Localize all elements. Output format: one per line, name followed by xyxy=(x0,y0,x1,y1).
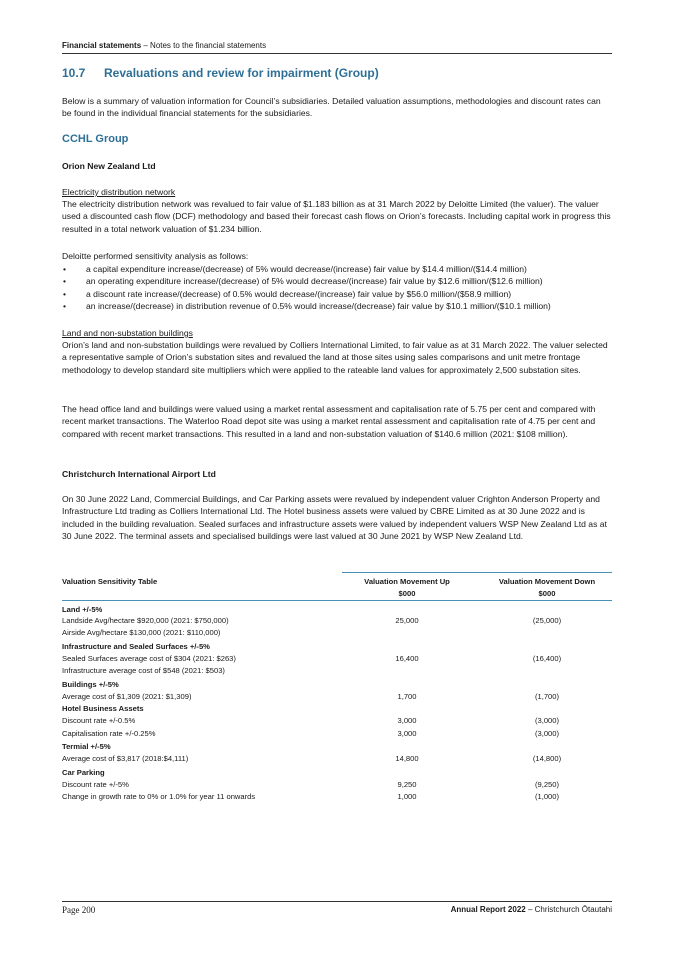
table-cell-up: 25,000 xyxy=(395,616,419,625)
list-item: • a capital expenditure increase/(decrease) of 5% would decrease/(increase) fair value by $14.4 million/($14.4 million) xyxy=(62,263,612,275)
running-header xyxy=(62,41,612,50)
table-row-label: Landside Avg/hectare $920,000 (2021: $750,000) xyxy=(62,616,229,625)
edn-heading: Electricity distribution network xyxy=(62,187,176,197)
table-cell-down: (1,700) xyxy=(534,692,560,701)
table-cell-up: 1,700 xyxy=(397,692,417,701)
airport-heading: Christchurch International Airport Ltd xyxy=(62,469,216,479)
table-cell-up: 9,250 xyxy=(397,780,417,789)
table-row-label: Termial +/-5% xyxy=(62,742,111,751)
sensitivity-intro: Deloitte performed sensitivity analysis as follows: xyxy=(62,251,249,261)
orion-heading: Orion New Zealand Ltd xyxy=(62,161,156,171)
header-rule xyxy=(62,53,612,54)
table-row-label: Average cost of $3,817 (2018:$4,111) xyxy=(62,754,189,763)
table-cell-down: (25,000) xyxy=(532,616,562,625)
table-cell-down: (3,000) xyxy=(534,729,560,738)
table-row-label: Buildings +/-5% xyxy=(62,680,119,689)
page-number: Page 200 xyxy=(62,905,96,915)
table-top-rule xyxy=(342,572,612,573)
table-title: Valuation Sensitivity Table xyxy=(62,577,158,586)
col-unit-down: $000 xyxy=(538,589,556,598)
table-row-label: Change in growth rate to 0% or 1.0% for year 11 onwards xyxy=(62,792,256,801)
table-row-label: Infrastructure average cost of $548 (2021: $503) xyxy=(62,666,225,675)
airport-paragraph: On 30 June 2022 Land, Commercial Buildings, and Car Parking assets were revalued by independent valuer Crighton Anderson Property and Infrastructure Ltd trading as Colliers International Ltd. The Hotel business assets were valued by CBRE Limited as at 30 June 2022 and is included in the building revaluation. Sealed surfaces and infrastructure assets were valued by independent valuers WSP New Zealand Ltd as at 30 June 2022. The terminal assets and specialised buildings were last valued at 30 June 2021 by WSP New Zealand Ltd. xyxy=(62,494,607,542)
table-row-label: Airside Avg/hectare $130,000 (2021: $110,000) xyxy=(62,628,221,637)
list-item: • an operating expenditure increase/(decrease) of 5% would decrease/(increase) fair value by $12.6 million/($12.6 million) xyxy=(62,275,612,287)
table-cell-down: (9,250) xyxy=(534,780,560,789)
edn-paragraph: The electricity distribution network was revalued to fair value of $1.183 billion as at 31 March 2022 by Deloitte Limited (the valuer). The valuer used a discounted cash flow (DCF) methodology and based their forecast cash flows on Orion’s forecasts. Including capital work in progress this resulted in a total network valuation of $1.234 billion. xyxy=(62,199,611,234)
table-header-rule xyxy=(62,600,612,601)
table-cell-up: 3,000 xyxy=(397,729,417,738)
sensitivity-list xyxy=(62,263,612,313)
running-header-bold: Financial statements xyxy=(62,41,142,50)
section-title: Revaluations and review for impairment (Group) xyxy=(104,66,379,80)
table-row-label: Average cost of $1,309 (2021: $1,309) xyxy=(62,692,192,701)
table-row-label: Car Parking xyxy=(62,768,105,777)
intro-paragraph: Below is a summary of valuation information for Council’s subsidiaries. Detailed valuation assumptions, methodologies and discount rates can be found in the individual financial statements for the subsidiaries. xyxy=(62,96,601,119)
table-cell-up: 3,000 xyxy=(397,716,417,725)
footer-report xyxy=(451,905,612,914)
table-cell-down: (14,800) xyxy=(532,754,562,763)
col-unit-up: $000 xyxy=(398,589,416,598)
section-heading xyxy=(62,66,379,80)
col-header-up: Valuation Movement Up xyxy=(364,577,450,586)
table-cell-up: 14,800 xyxy=(395,754,419,763)
footer-report-rest: – Christchurch Ōtautahi xyxy=(525,905,612,914)
head-office-paragraph: The head office land and buildings were valued using a market rental assessment and capitalisation rate of 5.75 per cent and compared with recent market transactions. The Waterloo Road depot site was using a market rental assessment and capitalisation rate of 4.75 per cent and compared with recent market transactions. This resulted in a land and non-substation valuation of $140.6 million (2021: $108 million). xyxy=(62,404,596,439)
table-cell-up: 1,000 xyxy=(397,792,417,801)
table-row-label: Discount rate +/-0.5% xyxy=(62,716,136,725)
table-row-label: Capitalisation rate +/-0.25% xyxy=(62,729,156,738)
footer-rule xyxy=(62,901,612,902)
table-cell-down: (3,000) xyxy=(534,716,560,725)
list-item: • an increase/(decrease) in distribution revenue of 0.5% would increase/(decrease) fair value by $10.1 million/($10.1 million) xyxy=(62,300,612,312)
list-item: • a discount rate increase/(decrease) of 0.5% would decrease/(increase) fair value by $56.0 million/($58.9 million) xyxy=(62,288,612,300)
table-row-label: Discount rate +/-5% xyxy=(62,780,129,789)
ccl-heading: CCHL Group xyxy=(62,133,129,145)
running-header-rest: – Notes to the financial statements xyxy=(141,41,267,50)
section-number: 10.7 xyxy=(62,66,86,80)
land-heading: Land and non-substation buildings xyxy=(62,328,193,338)
table-row-label: Infrastructure and Sealed Surfaces +/-5% xyxy=(62,642,210,651)
table-row-label: Sealed Surfaces average cost of $304 (2021: $263) xyxy=(62,654,236,663)
table-cell-down: (16,400) xyxy=(532,654,562,663)
table-row-label: Hotel Business Assets xyxy=(62,704,144,713)
table-row-label: Land +/-5% xyxy=(62,605,103,614)
table-cell-up: 16,400 xyxy=(395,654,419,663)
col-header-down: Valuation Movement Down xyxy=(498,577,596,586)
table-cell-down: (1,000) xyxy=(534,792,560,801)
land-paragraph: Orion’s land and non-substation buildings were revalued by Colliers International Limited, to fair value as at 31 March 2022. The valuer selected a representative sample of Orion’s substation sites and revalued the land at those sites using sales comparisons and unit metre frontage methodology to develop standard site multipliers which were applied to the rateable land values for approximately 2,500 substation sites. xyxy=(62,340,608,375)
footer-report-bold: Annual Report 2022 xyxy=(450,905,526,914)
